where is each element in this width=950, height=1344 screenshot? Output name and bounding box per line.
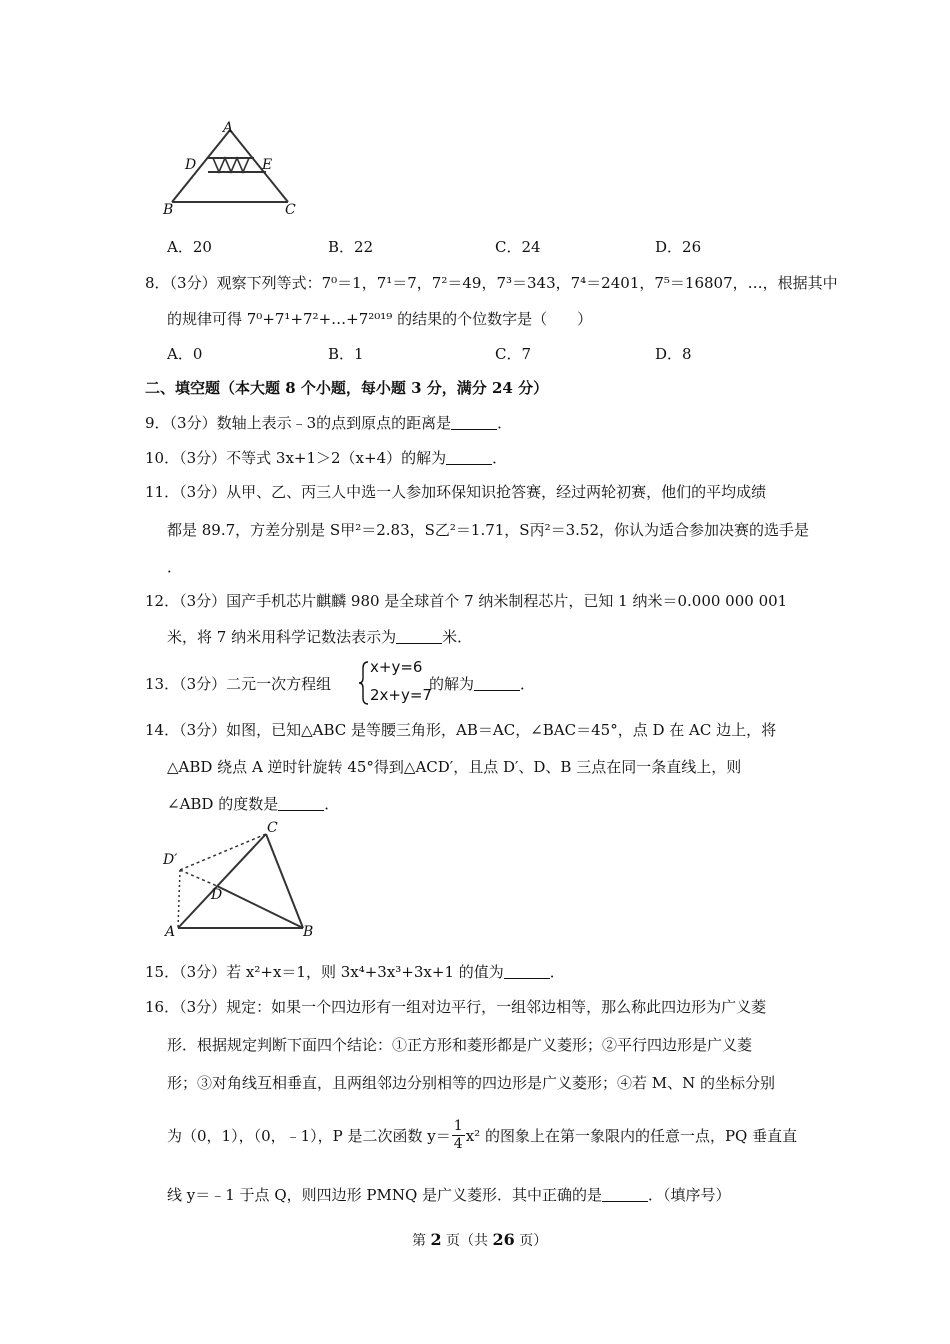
q10 bbox=[145, 447, 507, 468]
section2-title: 二、填空题（本大题 8 个小题，每小题 3 分，满分 24 分） bbox=[145, 379, 549, 397]
q15-blank[interactable] bbox=[504, 964, 550, 979]
q12-line2-text: 米，将 7 纳米用科学记数法表示为 bbox=[167, 628, 397, 646]
q12-line1: 12．（3分）国产手机芯片麒麟 980 是全球首个 7 纳米制程芯片，已知 1 纳米＝0.000 000 001 bbox=[145, 592, 788, 610]
q16-line3: 形；③对角线互相垂直，且两组邻边分别相等的四边形是广义菱形；④若 M、N 的坐标分别 bbox=[167, 1074, 776, 1092]
q16-blank[interactable] bbox=[602, 1187, 648, 1202]
q12-line2-end: 米． bbox=[442, 628, 473, 646]
q16-line5-end: ．（填序号） bbox=[648, 1186, 731, 1204]
q7-label-A: A bbox=[223, 120, 234, 136]
q13-post-text: 的解为 bbox=[429, 675, 475, 693]
q8-option-d: D．8 bbox=[655, 345, 692, 363]
q14-blank[interactable] bbox=[278, 796, 324, 811]
q14-label-Dprime: D′ bbox=[163, 852, 178, 868]
q13-eq1: x+y=6 bbox=[370, 658, 423, 676]
q16-line4 bbox=[167, 1118, 797, 1153]
q15-text: 15．（3分）若 x²+x＝1，则 3x⁴+3x³+3x+1 的值为 bbox=[145, 963, 504, 981]
q11-line3: ． bbox=[167, 558, 183, 576]
q16-frac-denominator: 4 bbox=[453, 1136, 463, 1152]
q16-line5-text: 线 y＝﹣1 于点 Q，则四边形 PMNQ 是广义菱形．其中正确的是 bbox=[167, 1186, 603, 1204]
q15-end: ． bbox=[549, 963, 565, 981]
q7-option-c: C．24 bbox=[495, 238, 541, 256]
q14-line1: 14．（3分）如图，已知△ABC 是等腰三角形，AB＝AC，∠BAC＝45°，点 D 在 AC 边上，将 bbox=[145, 721, 777, 739]
q15 bbox=[145, 961, 565, 982]
q7-label-E: E bbox=[262, 157, 273, 173]
q12-line2 bbox=[167, 626, 472, 647]
q16-line1: 16．（3分）规定：如果一个四边形有一组对边平行，一组邻边相等，那么称此四边形为广义菱 bbox=[145, 998, 767, 1016]
q9-end: ． bbox=[497, 414, 513, 432]
q10-blank[interactable] bbox=[446, 450, 492, 465]
q14-label-C: C bbox=[267, 820, 278, 836]
footer-pre: 第 bbox=[412, 1233, 431, 1249]
q10-text: 10．（3分）不等式 3x+1＞2（x+4）的解为 bbox=[145, 449, 447, 467]
q13-pre: 13．（3分）二元一次方程组 bbox=[145, 675, 332, 693]
q13-end: ． bbox=[520, 675, 536, 693]
q13-brace bbox=[358, 660, 370, 706]
q14-line3 bbox=[167, 793, 339, 814]
q8-score: （3分） bbox=[169, 274, 217, 292]
q14-line3-text: ∠ABD 的度数是 bbox=[167, 795, 279, 813]
q8-line1 bbox=[145, 272, 838, 293]
footer-page-number: 2 bbox=[430, 1230, 442, 1249]
q16-frac-numerator: 1 bbox=[453, 1118, 463, 1134]
q9-blank[interactable] bbox=[451, 415, 497, 430]
q14-label-A: A bbox=[165, 924, 176, 940]
q16-line5 bbox=[167, 1184, 731, 1205]
q9-text: 9．（3分）数轴上表示﹣3的点到原点的距离是 bbox=[145, 414, 452, 432]
q16-line2: 形．根据规定判断下面四个结论：①正方形和菱形都是广义菱形；②平行四边形是广义菱 bbox=[167, 1036, 753, 1054]
q13-eq2: 2x+y=7 bbox=[370, 686, 432, 704]
q7-label-D: D bbox=[185, 157, 197, 173]
q11-line2: 都是 89.7，方差分别是 S甲²＝2.83，S乙²＝1.71，S丙²＝3.52，你认为适合参加决赛的选手是 bbox=[167, 521, 810, 539]
q16-line4-post: x² 的图象上在第一象限内的任意一点，PQ 垂直直 bbox=[465, 1127, 798, 1145]
q14-line2: △ABD 绕点 A 逆时针旋转 45°得到△ACD′，且点 D′、D、B 三点在同一条直线上，则 bbox=[167, 758, 742, 776]
q10-end: ． bbox=[492, 449, 508, 467]
q14-label-D: D bbox=[211, 887, 223, 903]
q14-line3-end: ． bbox=[324, 795, 340, 813]
q12-blank[interactable] bbox=[396, 629, 442, 644]
footer-post: 页） bbox=[514, 1233, 548, 1249]
q8-line2: 的规律可得 7⁰+7¹+7²+…+7²⁰¹⁹ 的结果的个位数字是（ ） bbox=[167, 310, 593, 328]
q9 bbox=[145, 412, 512, 433]
q7-option-b: B．22 bbox=[328, 238, 374, 256]
q8-number: 8． bbox=[145, 274, 170, 292]
q14-label-B: B bbox=[303, 924, 314, 940]
q8-stem-line1: 观察下列等式：7⁰＝1，7¹＝7，7²＝49，7³＝343，7⁴＝2401，7⁵＝16807，…，根据其中 bbox=[216, 274, 838, 292]
q7-label-C: C bbox=[285, 202, 296, 218]
q7-label-B: B bbox=[163, 202, 174, 218]
footer-total-pages: 26 bbox=[492, 1230, 515, 1249]
q7-option-a: A．20 bbox=[167, 238, 212, 256]
page-footer bbox=[412, 1230, 547, 1250]
q13-post bbox=[429, 673, 535, 694]
q8-option-c: C．7 bbox=[495, 345, 532, 363]
footer-mid: 页（共 bbox=[441, 1233, 493, 1249]
q8-option-b: B．1 bbox=[328, 345, 364, 363]
q13-blank[interactable] bbox=[474, 676, 520, 691]
q11-line1: 11．（3分）从甲、乙、丙三人中选一人参加环保知识抢答赛，经过两轮初赛，他们的平均成绩 bbox=[145, 483, 767, 501]
q16-line4-pre: 为（0，1），（0，﹣1），P 是二次函数 y＝ bbox=[167, 1127, 451, 1145]
q7-option-d: D．26 bbox=[655, 238, 702, 256]
q16-fraction bbox=[452, 1118, 465, 1153]
q8-option-a: A．0 bbox=[167, 345, 203, 363]
